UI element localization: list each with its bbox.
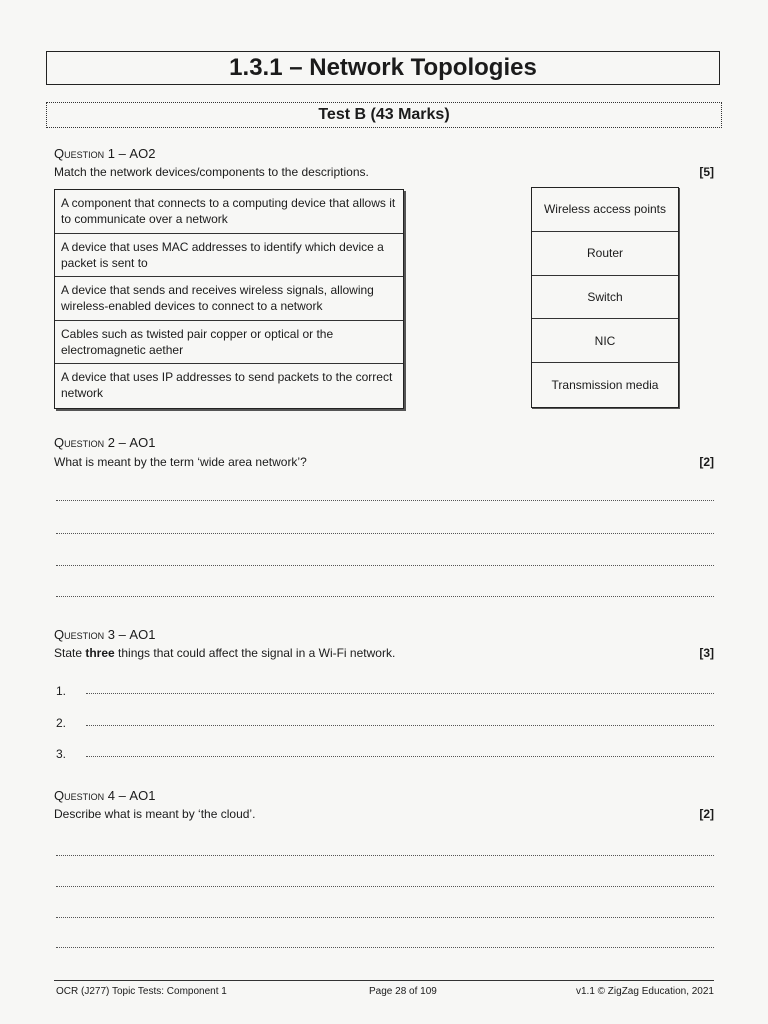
device-cell: Switch	[532, 276, 678, 320]
answer-number: 3.	[56, 747, 67, 761]
answer-number: 1.	[56, 684, 67, 698]
answer-line[interactable]	[86, 756, 714, 757]
question-4-label: Question 4 –	[54, 788, 130, 803]
devices-table	[531, 187, 679, 408]
answer-line[interactable]	[56, 947, 714, 948]
page-title: 1.3.1 – Network Topologies	[46, 51, 720, 85]
description-cell: Cables such as twisted pair copper or optical or the electromagnetic aether	[55, 321, 403, 365]
footer-page-number: Page 28 of 109	[369, 986, 437, 997]
footer-right: v1.1 © ZigZag Education, 2021	[575, 986, 714, 997]
question-4-marks: [2]	[699, 807, 714, 821]
footer-left: OCR (J277) Topic Tests: Component 1	[56, 986, 227, 997]
device-cell: Wireless access points	[532, 188, 678, 232]
question-4-heading	[54, 788, 155, 803]
question-3-marks: [3]	[699, 646, 714, 660]
question-1-ao: AO2	[129, 146, 156, 161]
question-3-text-post: things that could affect the signal in a Wi-Fi network.	[114, 646, 396, 660]
question-4-ao: AO1	[129, 788, 156, 803]
answer-line[interactable]	[86, 725, 714, 726]
answer-line[interactable]	[86, 693, 714, 694]
question-2-heading	[54, 435, 155, 450]
description-cell: A component that connects to a computing device that allows it to communicate over a network	[55, 190, 403, 234]
answer-line[interactable]	[56, 886, 714, 887]
question-1-heading	[54, 146, 155, 161]
question-2-ao: AO1	[129, 435, 156, 450]
answer-line[interactable]	[56, 565, 714, 566]
answer-line[interactable]	[56, 917, 714, 918]
question-1-label: Question 1 –	[54, 146, 130, 161]
description-cell: A device that uses MAC addresses to identify which device a packet is sent to	[55, 234, 403, 278]
question-3-text	[54, 646, 395, 660]
question-3-text-bold: three	[85, 646, 115, 660]
device-cell: Router	[532, 232, 678, 276]
question-1-text: Match the network devices/components to the descriptions.	[54, 165, 369, 179]
device-cell: NIC	[532, 319, 678, 363]
question-3-ao: AO1	[129, 627, 156, 642]
device-cell: Transmission media	[551, 378, 659, 393]
question-2-label: Question 2 –	[54, 435, 130, 450]
answer-line[interactable]	[56, 533, 714, 534]
description-cell: A device that uses IP addresses to send packets to the correct network	[61, 370, 393, 401]
question-3-text-pre: State	[54, 646, 86, 660]
question-4-text: Describe what is meant by ‘the cloud’.	[54, 807, 256, 821]
test-subtitle: Test B (43 Marks)	[46, 102, 722, 128]
question-2-marks: [2]	[699, 455, 714, 469]
descriptions-table	[54, 189, 404, 409]
answer-number: 2.	[56, 716, 67, 730]
question-3-label: Question 3 –	[54, 627, 130, 642]
question-1-marks: [5]	[699, 165, 714, 179]
answer-line[interactable]	[56, 596, 714, 597]
answer-line[interactable]	[56, 855, 714, 856]
question-2-text: What is meant by the term ‘wide area network’?	[54, 455, 307, 469]
description-cell: A device that sends and receives wireless signals, allowing wireless-enabled devices to connect to a network	[55, 277, 403, 321]
answer-line[interactable]	[56, 500, 714, 501]
footer-rule	[54, 980, 714, 981]
question-3-heading	[54, 627, 155, 642]
